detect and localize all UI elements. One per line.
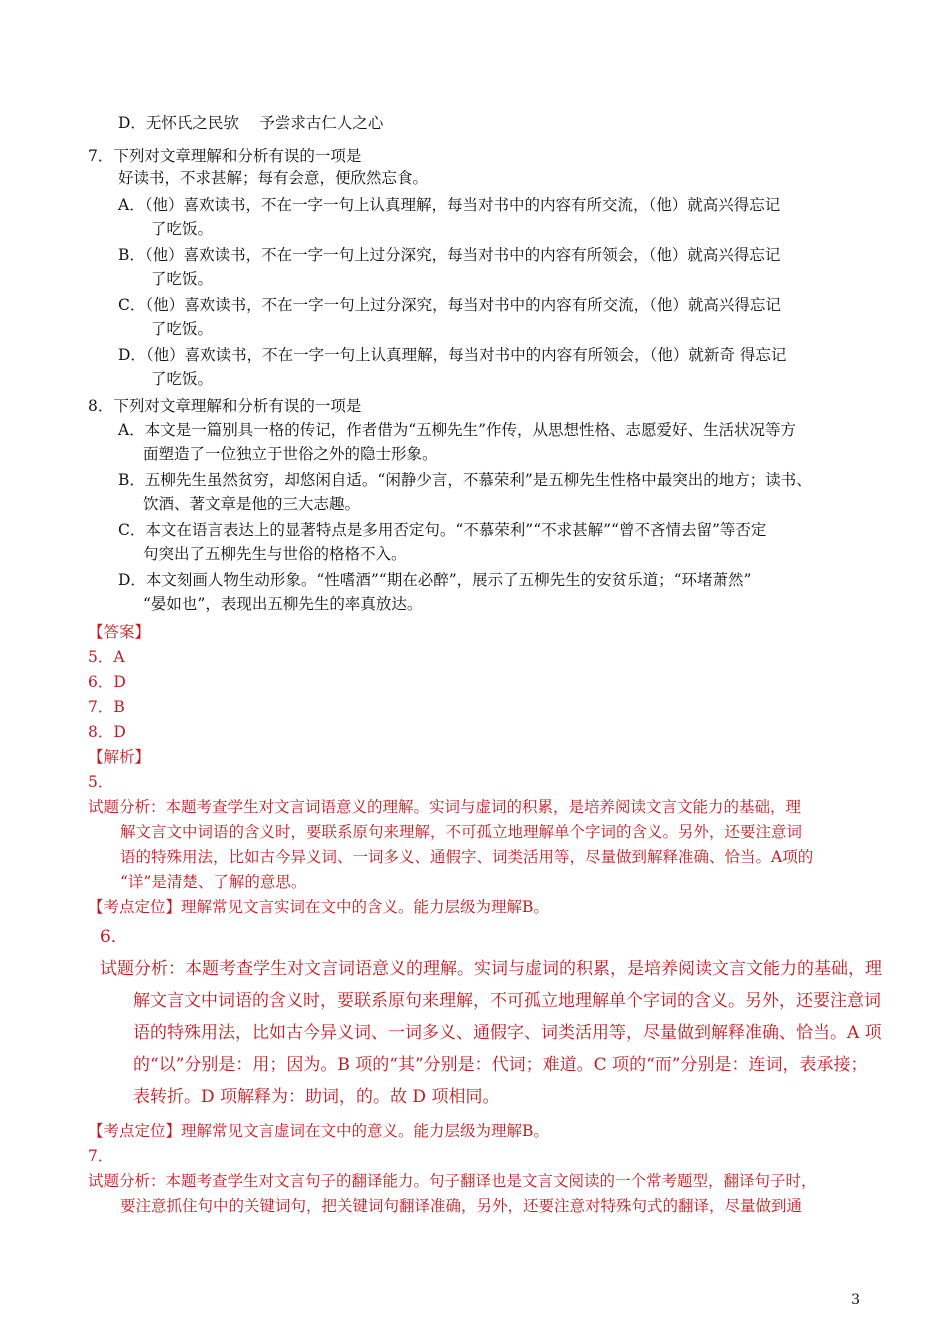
analysis-header: 【解析】 xyxy=(88,748,151,766)
q8-option-b-line2: 饮酒、著文章是他的三大志趣。 xyxy=(143,495,361,513)
q7-option-d-line2: 了吃饭。 xyxy=(151,370,214,388)
q8-option-d-line1: D．本文刻画人物生动形象。“性嗜酒”“期在必醉”，展示了五柳先生的安贫乐道；“环堵萧然” xyxy=(118,571,752,589)
analysis-6-line3: 语的特殊用法，比如古今异义词、一词多义、通假字、词类活用等，尽量做到解释准确、恰当。A 项 xyxy=(133,1023,882,1043)
page-number: 3 xyxy=(851,1292,860,1308)
analysis-7-number: 7． xyxy=(88,1147,114,1165)
q8-option-d-line2: “晏如也”，表现出五柳先生的率真放达。 xyxy=(143,595,423,613)
answer-7: 7．B xyxy=(88,698,125,716)
answer-6: 6．D xyxy=(88,673,126,691)
q7-option-c-line1: C．（他）喜欢读书，不在一字一句上过分深究，每当对书中的内容有所交流，（他）就高兴得忘记 xyxy=(118,296,781,314)
q7-option-a-line1: A．（他）喜欢读书，不在一字一句上认真理解，每当对书中的内容有所交流，（他）就高兴得忘记 xyxy=(118,196,781,214)
q8-option-b-line1: B．五柳先生虽然贫穷，却悠闲自适。“闲静少言，不慕荣利”是五柳先生性格中最突出的地方；读书、 xyxy=(118,471,812,489)
q6-option-d: D．无怀氏之民欤 予尝求古仁人之心 xyxy=(118,114,384,132)
analysis-5-line1: 试题分析：本题考查学生对文言词语意义的理解。实词与虚词的积累，是培养阅读文言文能力的基础，理 xyxy=(88,798,802,816)
analysis-6-kaodian: 【考点定位】理解常见文言虚词在文中的意义。能力层级为理解B。 xyxy=(88,1122,549,1140)
analysis-5-number: 5． xyxy=(88,773,114,791)
q7-option-d-line1: D．（他）喜欢读书，不在一字一句上认真理解，每当对书中的内容有所领会，（他）就新奇 得忘记 xyxy=(118,346,787,364)
analysis-6-line2: 解文言文中词语的含义时，要联系原句来理解，不可孤立地理解单个字词的含义。另外，还要注意词 xyxy=(133,991,881,1011)
analysis-5-line4: “详”是清楚、了解的意思。 xyxy=(120,873,307,891)
q7-option-b-line1: B．（他）喜欢读书，不在一字一句上过分深究，每当对书中的内容有所领会，（他）就高兴得忘记 xyxy=(118,246,781,264)
q8-option-c-line2: 句突出了五柳先生与世俗的格格不入。 xyxy=(143,545,407,563)
q8-option-a-line2: 面塑造了一位独立于世俗之外的隐士形象。 xyxy=(143,445,438,463)
q7-quote: 好读书，不求甚解；每有会意，便欣然忘食。 xyxy=(118,169,429,187)
analysis-5-line3: 语的特殊用法，比如古今异义词、一词多义、通假字、词类活用等，尽量做到解释准确、恰当。A项的 xyxy=(120,848,814,866)
q8-stem: 8．下列对文章理解和分析有误的一项是 xyxy=(88,397,362,415)
q7-option-b-line2: 了吃饭。 xyxy=(151,270,214,288)
q7-option-a-line2: 了吃饭。 xyxy=(151,220,214,238)
answer-header: 【答案】 xyxy=(88,623,151,641)
q8-option-c-line1: C．本文在语言表达上的显著特点是多用否定句。“不慕荣利”“不求甚解”“曾不吝情去留”等否定 xyxy=(118,521,767,539)
analysis-6-line5: 表转折。D 项解释为：助词，的。故 D 项相同。 xyxy=(133,1087,500,1107)
analysis-5-line2: 解文言文中词语的含义时，要联系原句来理解，不可孤立地理解单个字词的含义。另外，还要注意词 xyxy=(120,823,803,841)
analysis-6-number: 6． xyxy=(100,927,128,947)
q8-option-a-line1: A．本文是一篇别具一格的传记，作者借为“五柳先生”作传，从思想性格、志愿爱好、生活状况等方 xyxy=(118,421,797,439)
answer-8: 8．D xyxy=(88,723,126,741)
analysis-5-kaodian: 【考点定位】理解常见文言实词在文中的含义。能力层级为理解B。 xyxy=(88,898,549,916)
analysis-6-line4: 的“以”分别是：用；因为。B 项的“其”分别是：代词；难道。C 项的“而”分别是：连词，表承接； xyxy=(133,1055,868,1075)
q7-stem: 7．下列对文章理解和分析有误的一项是 xyxy=(88,147,362,165)
analysis-6-line1: 试题分析：本题考查学生对文言词语意义的理解。实词与虚词的积累，是培养阅读文言文能力的基础，理 xyxy=(100,959,882,979)
answer-5: 5．A xyxy=(88,648,125,666)
analysis-7-line1: 试题分析：本题考查学生对文言句子的翻译能力。句子翻译也是文言文阅读的一个常考题型，翻译句子时， xyxy=(88,1172,817,1190)
analysis-7-line2: 要注意抓住句中的关键词句，把关键词句翻译准确，另外，还要注意对特殊句式的翻译，尽量做到通 xyxy=(120,1197,803,1215)
q7-option-c-line2: 了吃饭。 xyxy=(151,320,214,338)
